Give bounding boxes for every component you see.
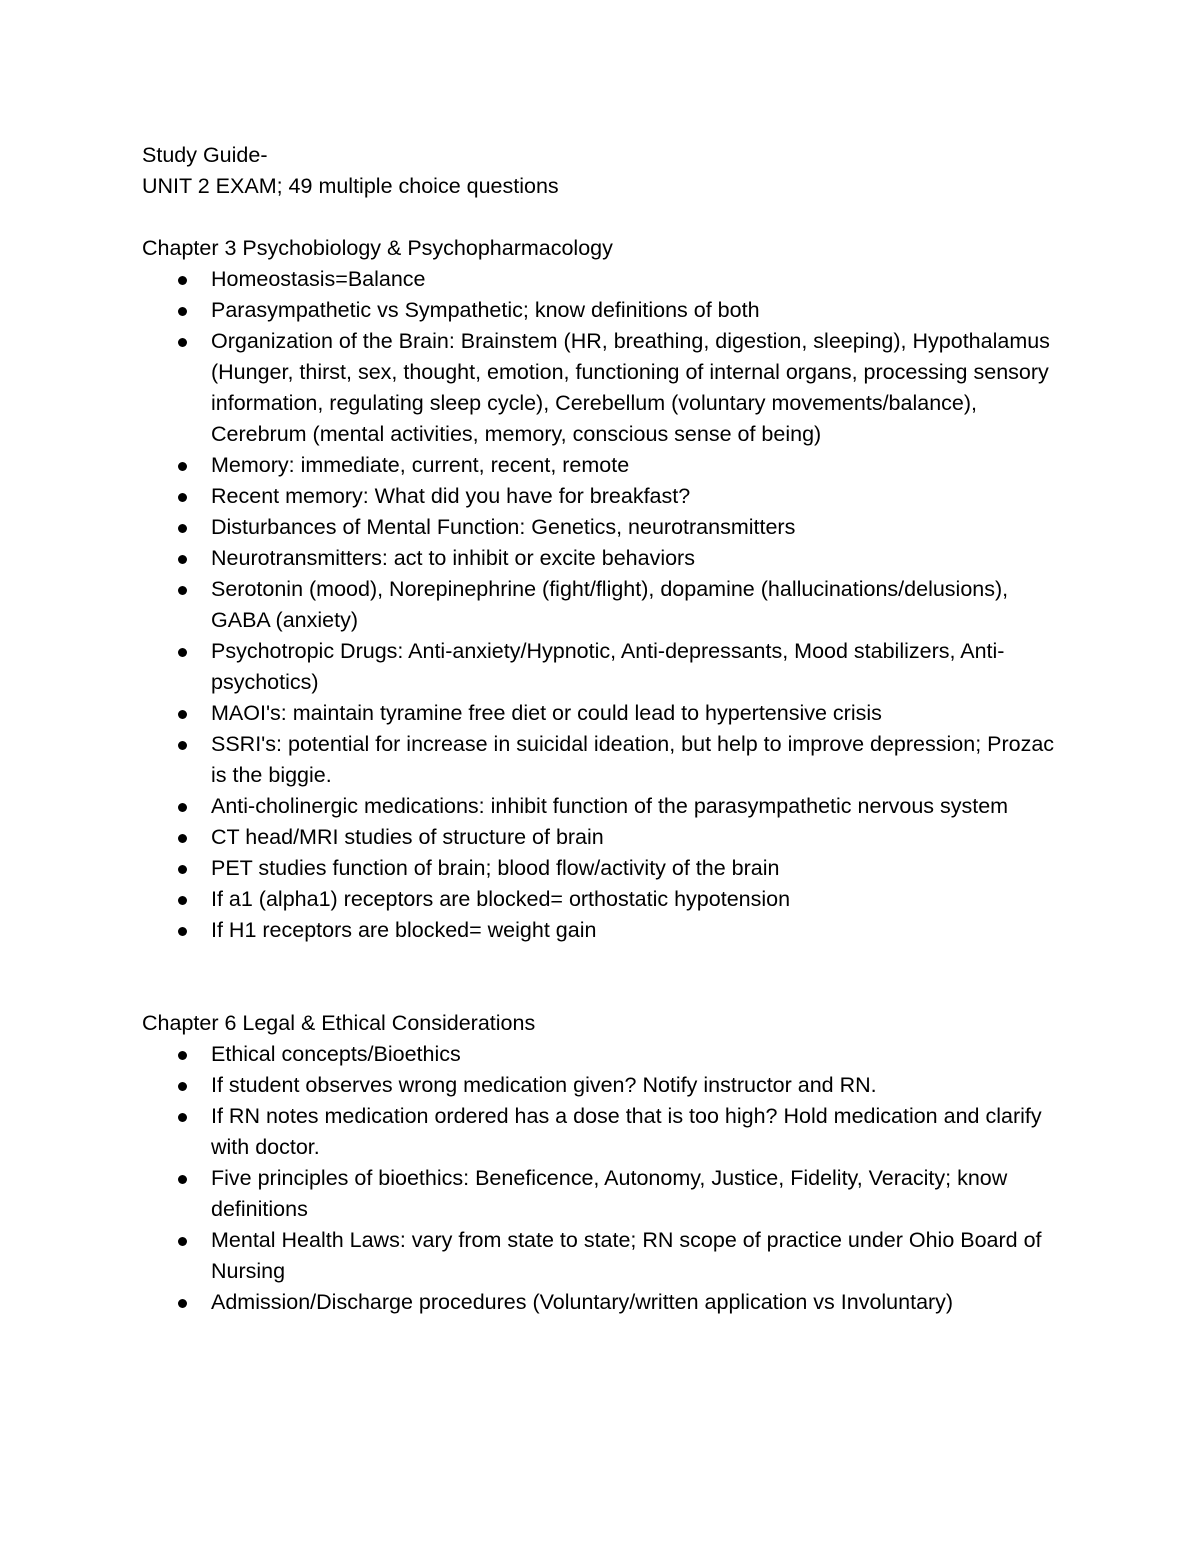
list-item [211, 543, 1072, 574]
list-item-text: Parasympathetic vs Sympathetic; know definitions of both [211, 298, 760, 322]
list-item [211, 636, 1072, 698]
list-item [211, 264, 1072, 295]
bullet-icon [178, 493, 187, 502]
bullet-icon [178, 741, 187, 750]
list-item-text: Serotonin (mood), Norepinephrine (fight/flight), dopamine (hallucinations/delusions), GABA (anxiety) [211, 577, 1009, 632]
bullet-icon [178, 648, 187, 657]
bullet-icon [178, 927, 187, 936]
list-item-text: Psychotropic Drugs: Anti-anxiety/Hypnotic, Anti-depressants, Mood stabilizers, Anti-psychotics) [211, 639, 1005, 694]
list-item [211, 884, 1072, 915]
bullet-icon [178, 1299, 187, 1308]
list-item [211, 822, 1072, 853]
list-item [211, 481, 1072, 512]
bullet-icon [178, 276, 187, 285]
bullet-icon [178, 834, 187, 843]
list-item [211, 1101, 1072, 1163]
list-item-text: Five principles of bioethics: Beneficence, Autonomy, Justice, Fidelity, Veracity; know definitions [211, 1166, 1008, 1221]
bullet-icon [178, 1082, 187, 1091]
list-item-text: Homeostasis=Balance [211, 267, 426, 291]
chapter-6-section [142, 1008, 1072, 1318]
bullet-icon [178, 338, 187, 347]
list-item [211, 853, 1072, 884]
list-item-text: SSRI's: potential for increase in suicidal ideation, but help to improve depression; Prozac is the biggie. [211, 732, 1055, 787]
bullet-icon [178, 865, 187, 874]
list-item-text: If a1 (alpha1) receptors are blocked= orthostatic hypotension [211, 887, 791, 911]
list-item-text: Memory: immediate, current, recent, remote [211, 453, 630, 477]
list-item-text: Organization of the Brain: Brainstem (HR, breathing, digestion, sleeping), Hypothalamus (Hunger, thirst, sex, thought, emotion, functioning of internal organs, processing sensory information, regulating sleep cycle), Cerebellum (voluntary movements/balance), Cerebrum (mental activities, memory, conscious sense of being) [211, 329, 1050, 446]
list-item [211, 574, 1072, 636]
bullet-icon [178, 1175, 187, 1184]
bullet-icon [178, 710, 187, 719]
list-item [211, 729, 1072, 791]
list-item [211, 295, 1072, 326]
list-item-text: If student observes wrong medication given? Notify instructor and RN. [211, 1073, 877, 1097]
spacer [142, 946, 1072, 1008]
chapter-6-bullet-list [142, 1039, 1072, 1318]
chapter-6-heading: Chapter 6 Legal & Ethical Considerations [142, 1011, 536, 1035]
bullet-icon [178, 896, 187, 905]
bullet-icon [178, 307, 187, 316]
list-item [211, 1225, 1072, 1287]
list-item [211, 698, 1072, 729]
list-item [211, 791, 1072, 822]
list-item-text: Mental Health Laws: vary from state to state; RN scope of practice under Ohio Board of Nursing [211, 1228, 1042, 1283]
list-item-text: Recent memory: What did you have for breakfast? [211, 484, 691, 508]
document-page [142, 140, 1072, 1318]
bullet-icon [178, 586, 187, 595]
bullet-icon [178, 462, 187, 471]
list-item-text: If RN notes medication ordered has a dose that is too high? Hold medication and clarify with doctor. [211, 1104, 1042, 1159]
list-item [211, 1163, 1072, 1225]
spacer [142, 202, 1072, 233]
list-item-text: Disturbances of Mental Function: Genetics, neurotransmitters [211, 515, 796, 539]
list-item [211, 1039, 1072, 1070]
list-item-text: PET studies function of brain; blood flow/activity of the brain [211, 856, 780, 880]
document-subtitle: UNIT 2 EXAM; 49 multiple choice questions [142, 174, 559, 198]
list-item [211, 915, 1072, 946]
list-item-text: Neurotransmitters: act to inhibit or excite behaviors [211, 546, 695, 570]
bullet-icon [178, 803, 187, 812]
bullet-icon [178, 1051, 187, 1060]
document-title: Study Guide- [142, 143, 268, 167]
chapter-3-bullet-list [142, 264, 1072, 946]
bullet-icon [178, 555, 187, 564]
bullet-icon [178, 524, 187, 533]
list-item [211, 1287, 1072, 1318]
list-item [211, 1070, 1072, 1101]
bullet-icon [178, 1237, 187, 1246]
list-item-text: MAOI's: maintain tyramine free diet or could lead to hypertensive crisis [211, 701, 882, 725]
list-item-text: Ethical concepts/Bioethics [211, 1042, 461, 1066]
list-item [211, 512, 1072, 543]
list-item-text: Anti-cholinergic medications: inhibit function of the parasympathetic nervous system [211, 794, 1009, 818]
list-item-text: If H1 receptors are blocked= weight gain [211, 918, 597, 942]
bullet-icon [178, 1113, 187, 1122]
chapter-3-heading: Chapter 3 Psychobiology & Psychopharmacology [142, 236, 613, 260]
list-item [211, 326, 1072, 450]
list-item-text: CT head/MRI studies of structure of brain [211, 825, 604, 849]
chapter-3-section [142, 233, 1072, 946]
list-item-text: Admission/Discharge procedures (Voluntary/written application vs Involuntary) [211, 1290, 954, 1314]
list-item [211, 450, 1072, 481]
